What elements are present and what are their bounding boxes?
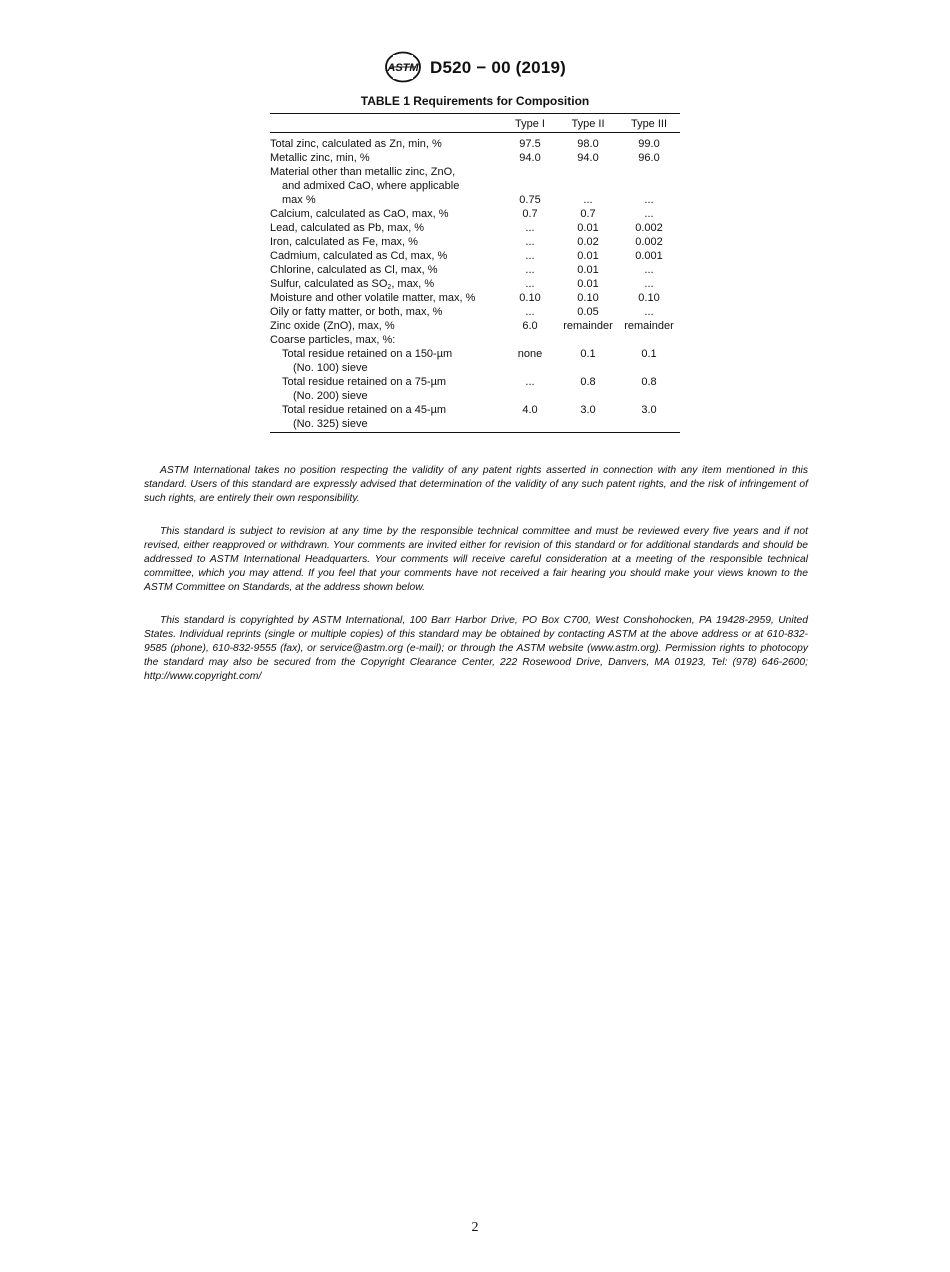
type-1-value: none [517,348,543,360]
page-header [0,50,950,84]
table-row [270,291,680,305]
type-1-value: ... [525,250,535,262]
type-1-value: 6.0 [522,320,538,332]
standard-designation: D520 − 00 (2019) [430,58,566,77]
table-row [270,235,680,249]
row-label: Cadmium, calculated as Cd, max, % [270,250,448,262]
type-3-value: 99.0 [638,138,660,150]
type-1-value: 4.0 [502,403,558,433]
type-1-value [502,333,558,347]
type-2-value: 0.01 [577,250,599,262]
type-1-value: ... [525,236,535,248]
type-3-value: 0.10 [638,292,660,304]
patent-notice: ASTM International takes no position respecting the validity of any patent rights asserted in connection with any item mentioned in this standard. Users of this standard are expressly advised that determination of the validity of any such patent rights, and the risk of infringement of such rights, are entirely their own responsibility. [144,465,808,504]
table-row [270,277,680,291]
header-blank-cell [270,114,502,133]
column-header-type-2: Type II [558,114,618,133]
table-row [270,319,680,333]
logo-lettering: ASTM [387,62,419,74]
type-2-value: 0.01 [577,264,599,276]
type-2-value: 0.10 [577,292,599,304]
table-row [270,263,680,277]
type-1-value: ... [525,264,535,276]
row-label: Sulfur, calculated as $SO_2$, max, % [270,278,435,291]
row-label: Iron, calculated as Fe, max, % [270,236,418,248]
table-row [270,133,680,152]
revision-notice: This standard is subject to revision at any time by the responsible technical committee and must be reviewed every five years and if not revised, either reapproved or withdrawn. Your comments are invited either for revision of this standard or for additional standards and should be addressed to ASTM International Headquarters. Your comments will receive careful consideration at a meeting of the responsible technical committee, which you may attend. If you feel that your comments have not received a fair hearing you should make your views known to the ASTM Committee on Standards, at the address shown below. [144,526,808,593]
type-3-value: ... [644,194,654,206]
type-3-value: 96.0 [638,152,660,164]
table-row [270,221,680,235]
table-row [270,249,680,263]
row-label: Total zinc, calculated as Zn, min, % [270,138,442,150]
type-2-value: 98.0 [577,138,599,150]
type-1-value: ... [525,376,535,388]
table-row [270,375,680,403]
type-1-value: 97.5 [519,138,541,150]
page-number: 2 [471,1220,479,1235]
table-row [270,347,680,375]
type-3-value: 0.002 [635,236,663,248]
type-1-value: 0.75 [519,194,541,206]
row-label: Material other than metallic zinc, ZnO, and admixed CaO, where applicable max % [270,166,460,206]
type-3-value: 3.0 [618,403,680,433]
type-1-value: 0.10 [519,292,541,304]
row-label: Calcium, calculated as CaO, max, % [270,208,449,220]
type-1-value: ... [525,278,535,290]
type-3-value: ... [644,208,654,220]
type-3-value: 0.002 [635,222,663,234]
type-3-value [618,333,680,347]
table-row [270,151,680,165]
type-2-value: 0.05 [577,306,599,318]
table-row [270,207,680,221]
type-3-value: remainder [624,320,674,332]
row-label: Oily or fatty matter, or both, max, % [270,306,443,318]
type-3-value: 0.8 [641,376,657,388]
type-2-value: 0.01 [577,222,599,234]
row-label: Moisture and other volatile matter, max, % [270,292,476,304]
type-2-value: remainder [563,320,613,332]
table-row [270,165,680,207]
row-label: Coarse particles, max, %: [270,334,396,346]
legal-notices [144,464,808,703]
type-2-value: 94.0 [577,152,599,164]
type-1-value: ... [525,222,535,234]
table-row [270,333,680,347]
row-label: Total residue retained on a 75-µm (No. 200) sieve [282,376,447,402]
type-2-value: 3.0 [558,403,618,433]
column-header-type-1: Type I [502,114,558,133]
type-2-value: ... [583,194,593,206]
type-2-value: 0.02 [577,236,599,248]
type-1-value: 0.7 [522,208,538,220]
type-2-value [558,333,618,347]
type-2-value: 0.8 [580,376,596,388]
type-3-value: ... [644,278,654,290]
type-3-value: ... [644,264,654,276]
column-header-type-3: Type III [618,114,680,133]
copyright-notice: This standard is copyrighted by ASTM International, 100 Barr Harbor Drive, PO Box C700, West Conshohocken, PA 19428-2959, United States. Individual reprints (single or multiple copies) of this standard may be obtained by contacting ASTM at the above address or at 610-832-9585 (phone), 610-832-9555 (fax), or service@astm.org (e-mail); or through the ASTM website (www.astm.org). Permission rights to photocopy the standard may also be secured from the Copyright Clearance Center, 222 Rosewood Drive, Danvers, MA 01923, Tel: (978) 646-2600; http://www.copyright.com/ [144,615,808,682]
table-row [270,403,680,433]
table-row [270,305,680,319]
type-3-value: 0.001 [635,250,663,262]
type-1-value: 94.0 [519,152,541,164]
composition-table [270,113,680,433]
astm-logo-icon [384,51,422,83]
row-label: Total residue retained on a 45-µm (No. 325) sieve [270,403,502,433]
row-label: Total residue retained on a 150-µm (No. 100) sieve [282,348,453,374]
type-1-value: ... [525,306,535,318]
type-2-value: 0.7 [580,208,596,220]
row-label: Chlorine, calculated as Cl, max, % [270,264,438,276]
row-label: Metallic zinc, min, % [270,152,370,164]
table-title: TABLE 1 Requirements for Composition [360,94,590,108]
type-3-value: ... [644,306,654,318]
type-2-value: 0.1 [580,348,596,360]
row-label: Zinc oxide (ZnO), max, % [270,320,395,332]
type-2-value: 0.01 [577,278,599,290]
row-label: Lead, calculated as Pb, max, % [270,222,425,234]
type-3-value: 0.1 [641,348,657,360]
table-header-row [270,114,680,133]
